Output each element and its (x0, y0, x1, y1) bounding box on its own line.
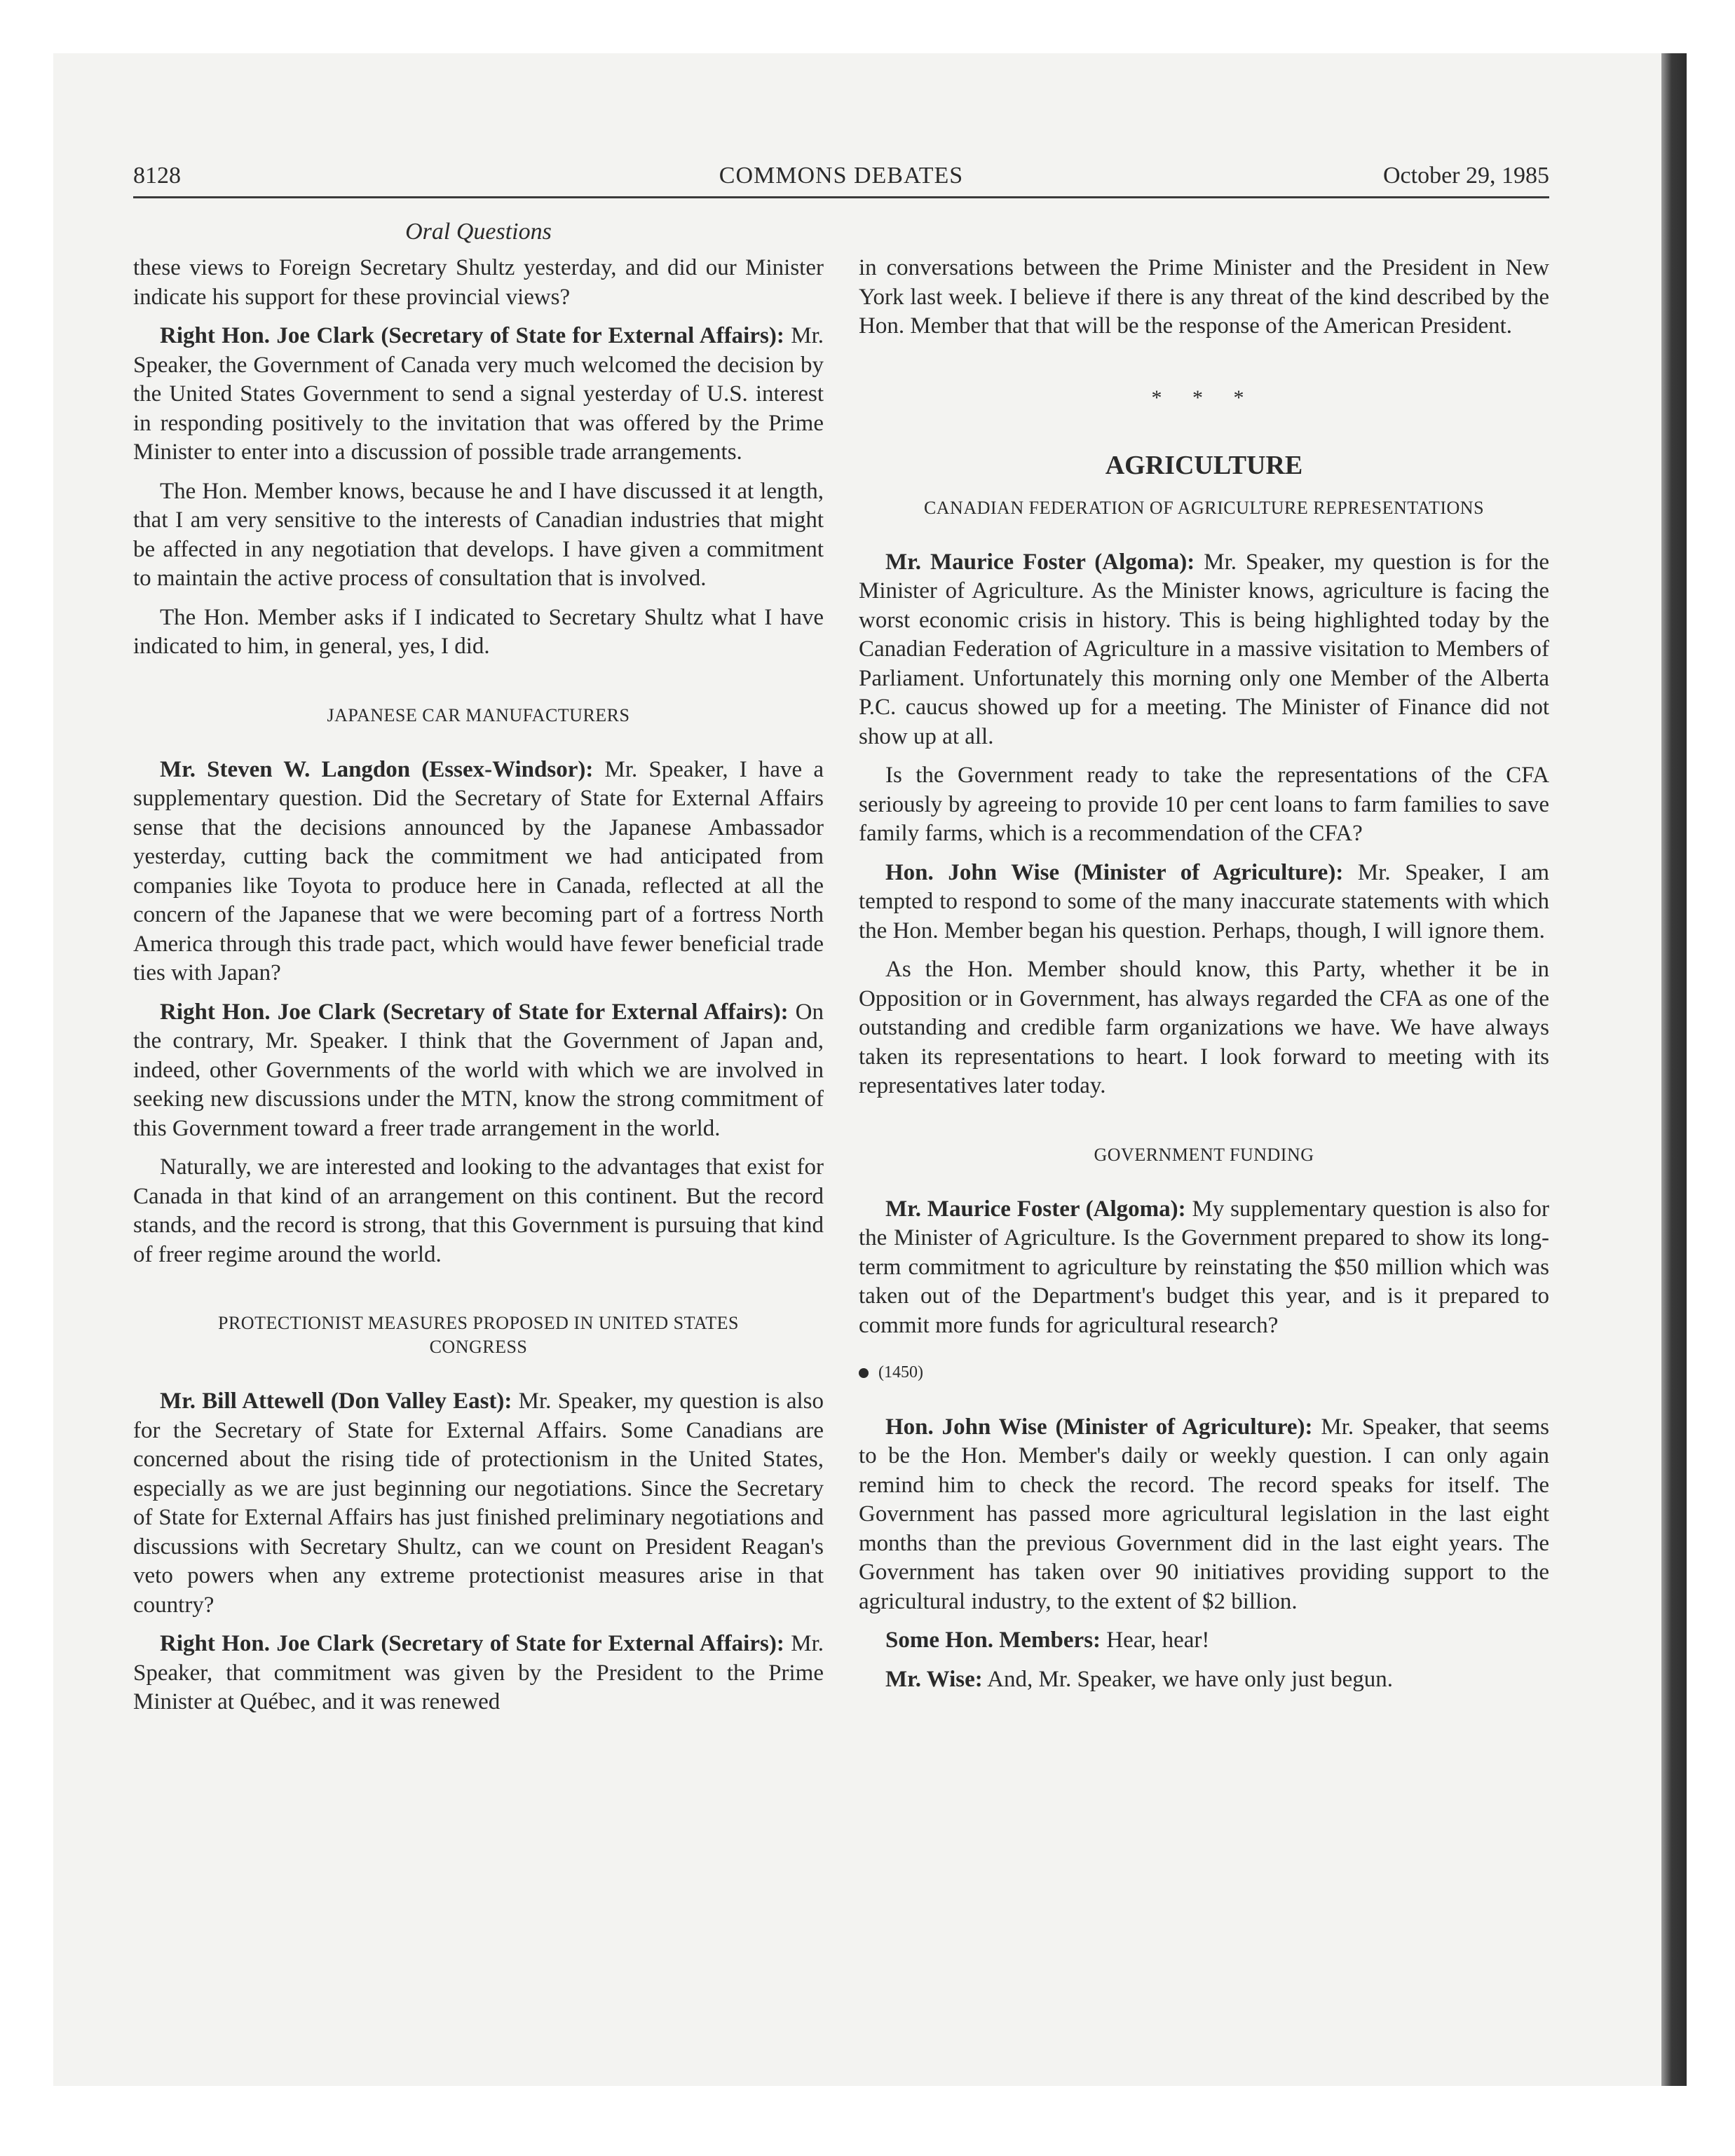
page-number: 8128 (133, 163, 181, 189)
page-header (133, 163, 1549, 198)
paragraph (133, 998, 824, 1144)
paragraph: these views to Foreign Secretary Shultz yesterday, and did our Minister indicate his support for these provincial views? (133, 255, 824, 310)
scan-binding-edge (1661, 53, 1687, 2086)
speech-text: Mr. Speaker, that seems to be the Hon. Member's daily or weekly question. I can only again remind him to check the record. The record speaks for itself. The Government has passed more agricultural legislation in the last eight months than the previous Government did in the last eight years. The Government has taken over 90 initiatives providing support to the agricultural industry, to the extent of $2 billion. (859, 1414, 1549, 1614)
subheading: CANADIAN FEDERATION OF AGRICULTURE REPRESENTATIONS (923, 497, 1485, 518)
subheading: PROTECTIONIST MEASURES PROPOSED IN UNITED STATES CONGRESS (218, 1313, 739, 1357)
speaker-name: Mr. Steven W. Langdon (Essex-Windsor): (160, 756, 594, 782)
speaker-name: Hon. John Wise (Minister of Agriculture): (885, 1414, 1313, 1440)
paragraph: As the Hon. Member should know, this Party, whether it be in Opposition or in Government, has always regarded the CFA as one of the outstanding and credible farm organizations we have. We have always taken its representations to heart. I look forward to meeting with its representatives later today. (859, 957, 1549, 1098)
section-heading: AGRICULTURE (1105, 451, 1303, 480)
paragraph: Is the Government ready to take the representations of the CFA seriously by agreeing to provide 10 per cent loans to farm families to save family farms, which is a recommendation of the CFA? (859, 763, 1549, 846)
publication-title: COMMONS DEBATES (719, 163, 964, 189)
speaker-name: Mr. Bill Attewell (Don Valley East): (160, 1389, 512, 1414)
speaker-name: Mr. Maurice Foster (Algoma): (885, 1196, 1186, 1222)
speech-text: Mr. Speaker, my question is for the Minister of Agriculture. As the Minister knows, agriculture is facing the worst economic crisis in history. This is being highlighted today by the Canadian Federation of Agriculture in a massive visitation to Members of Parliament. Unfortunately this morning only one Member of the Alberta P.C. caucus showed up for a meeting. The Minister of Finance did not show up at all. (859, 549, 1549, 749)
speaker-name: Mr. Wise: (885, 1666, 983, 1692)
paragraph (859, 1195, 1549, 1341)
speech-text: My supplementary question is also for the Minister of Agriculture. Is the Government prepared to show its long-term commitment to agriculture by reinstating the $50 million which was taken out of the Department's budget this year, and is it prepared to commit more funds for agricultural research? (859, 1196, 1549, 1338)
subheading: GOVERNMENT FUNDING (1094, 1144, 1314, 1165)
speaker-name: Right Hon. Joe Clark (Secretary of State for External Affairs): (160, 1631, 784, 1656)
paragraph: The Hon. Member asks if I indicated to Secretary Shultz what I have indicated to him, in general, yes, I did. (133, 604, 824, 659)
paragraph: The Hon. Member knows, because he and I have discussed it at length, that I am very sensitive to the interests of Canadian industries that might be affected in any negotiation that develops. I have given a commitment to maintain the active process of consultation that is involved. (133, 478, 824, 591)
left-column (133, 254, 824, 1727)
paragraph (859, 859, 1549, 946)
section-separator: * * * (1151, 386, 1257, 409)
paragraph (859, 1413, 1549, 1617)
bullet-dot-icon (859, 1368, 869, 1378)
paragraph (133, 322, 824, 468)
speaker-name: Mr. Maurice Foster (Algoma): (885, 549, 1195, 575)
speech-text: Hear, hear! (1101, 1628, 1210, 1653)
speech-text: Mr. Speaker, I have a supplementary question. Did the Secretary of State for External Affairs sense that the decisions announced by the Japanese Ambassador yesterday, cutting back the commitment we had anticipated from companies like Toyota to produce here in Canada, reflected at all the concern of the Japanese that we were becoming part of a fortress North America through this trade pact, which would have fewer beneficial trade ties with Japan? (133, 756, 824, 985)
subheading: JAPANESE CAR MANUFACTURERS (327, 704, 630, 725)
right-column (859, 254, 1549, 1704)
paragraph: in conversations between the Prime Minister and the President in New York last week. I believe if there is any threat of the kind described by the Hon. Member that that will be the response of the American President. (859, 255, 1549, 339)
speech-text: On the contrary, Mr. Speaker. I think that the Government of Japan and, indeed, other Governments of the world with which we are involved in seeking new discussions under the MTN, know the strong commitment of this Government toward a freer trade arrangement in the world. (133, 999, 824, 1141)
paragraph (859, 1626, 1549, 1656)
speaker-name: Hon. John Wise (Minister of Agriculture): (885, 859, 1344, 885)
speech-text: Mr. Speaker, the Government of Canada very much welcomed the decision by the United States Government to send a signal yesterday of U.S. interest in responding positively to the invitation that was offered by the Prime Minister to enter into a discussion of possible trade arrangements. (133, 323, 824, 465)
timestamp (859, 1358, 1549, 1388)
speaker-name: Right Hon. Joe Clark (Secretary of State for External Affairs): (160, 323, 784, 348)
paragraph (133, 1630, 824, 1717)
paragraph (859, 1665, 1549, 1695)
section-title: Oral Questions (405, 219, 552, 245)
paragraph (133, 1387, 824, 1620)
paragraph: Naturally, we are interested and looking to the advantages that exist for Canada in that kind of an arrangement on this continent. But the record stands, and the record is strong, that this Government is pursuing that kind of freer regime around the world. (133, 1154, 824, 1267)
paragraph (859, 548, 1549, 752)
timestamp-text: (1450) (878, 1363, 923, 1381)
speaker-name: Right Hon. Joe Clark (Secretary of State for External Affairs): (160, 999, 789, 1025)
speech-text: Mr. Speaker, my question is also for the Secretary of State for External Affairs. Some Canadians are concerned about the rising tide of protectionism in the United States, especially as we are just beginning our negotiations. Since the Secretary of State for External Affairs has just finished preliminary negotiations and discussions with Secretary Shultz, can we count on President Reagan's veto powers when any extreme protectionist measures arise in that country? (133, 1389, 824, 1618)
speech-text: And, Mr. Speaker, we have only just begun. (982, 1666, 1393, 1692)
speaker-name: Some Hon. Members: (885, 1628, 1101, 1653)
speech-text: Mr. Speaker, that commitment was given by the President to the Prime Minister at Québec, and it was renewed (133, 1631, 824, 1714)
paragraph (133, 756, 824, 988)
page-date: October 29, 1985 (1382, 163, 1549, 189)
speech-text: Mr. Speaker, I am tempted to respond to some of the many inaccurate statements with which the Hon. Member began his question. Perhaps, though, I will ignore them. (859, 859, 1549, 943)
